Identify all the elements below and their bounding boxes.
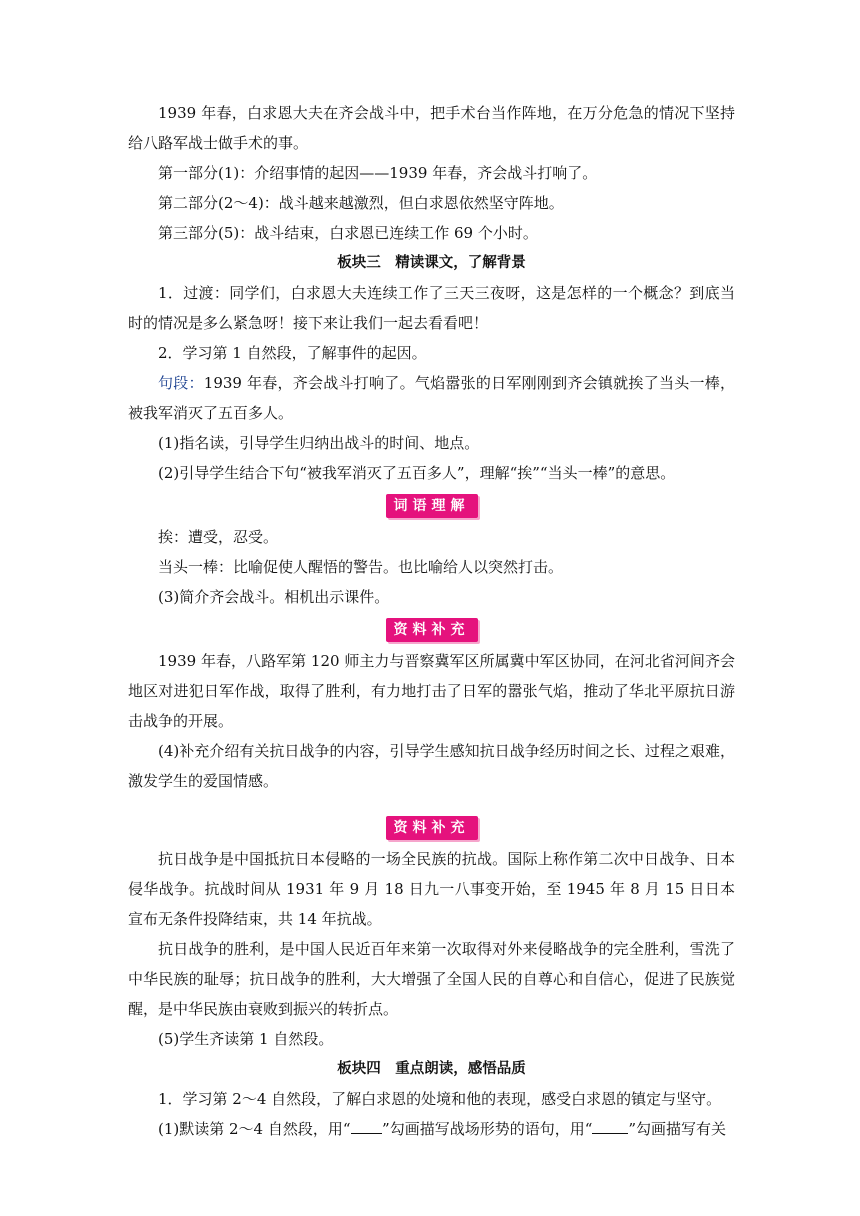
task-text-c: ”勾画描写有关 — [628, 1120, 727, 1138]
straight-underline-mark — [351, 1119, 383, 1134]
sentence-text: 1939 年春，齐会战斗打响了。气焰嚣张的日军刚刚到齐会镇就挨了当头一棒，被我军消灭了五百多人。 — [128, 374, 735, 422]
wavy-underline-mark — [592, 1119, 628, 1134]
step-1: 1．过渡：同学们，白求恩大夫连续工作了三天三夜呀，这是怎样的一个概念？到底当时的情况是多么紧急呀！接下来让我们一起去看看吧！ — [128, 284, 735, 332]
vocab-badge: 词语理解 — [386, 494, 478, 518]
supplement-badge-2: 资料补充 — [386, 816, 478, 840]
supplement-box-row-2 — [128, 810, 735, 844]
supplement-badge-1: 资料补充 — [386, 618, 478, 642]
summary-paragraph: 1939 年春，白求恩大夫在齐会战斗中，把手术台当作阵地，在万分危急的情况下坚持给八路军战士做手术的事。 — [128, 104, 735, 152]
task-text-a: (1)默读第 2～4 自然段，用“ — [158, 1120, 351, 1138]
question-5: (5)学生齐读第 1 自然段。 — [158, 1030, 334, 1048]
supplement-text-2a: 抗日战争是中国抵抗日本侵略的一场全民族的抗战。国际上称作第二次中日战争、日本侵华战争。抗战时间从 1931 年 9 月 18 日九一八事变开始，至 1945 年 8 月 15 日日本宣布无条件投降结束，共 14 年抗战。 — [128, 850, 735, 928]
question-3: (3)简介齐会战斗。相机出示课件。 — [158, 588, 390, 606]
vocab-box-row — [128, 488, 735, 522]
part-two: 第二部分(2～4)：战斗越来越激烈，但白求恩依然坚守阵地。 — [158, 194, 564, 212]
part-three: 第三部分(5)：战斗结束，白求恩已连续工作 69 个小时。 — [158, 224, 538, 242]
document-page — [128, 98, 735, 1144]
task-text-b: ”勾画描写战场形势的语句，用“ — [382, 1120, 593, 1138]
section-heading-4: 板块四 重点朗读，感悟品质 — [337, 1061, 526, 1077]
question-4: (4)补充介绍有关抗日战争的内容，引导学生感知抗日战争经历时间之长、过程之艰难，激发学生的爱国情感。 — [128, 742, 735, 790]
question-2: (2)引导学生结合下句“被我军消灭了五百多人”，理解“挨”“当头一棒”的意思。 — [158, 464, 676, 482]
step-2: 2．学习第 1 自然段，了解事件的起因。 — [158, 344, 427, 362]
section-heading-3: 板块三 精读课文，了解背景 — [337, 255, 526, 271]
sentence-paragraph — [128, 368, 735, 428]
vocab-item-1: 挨：遭受，忍受。 — [158, 528, 279, 546]
supplement-text-2b: 抗日战争的胜利，是中国人民近百年来第一次取得对外来侵略战争的完全胜利，雪洗了中华民族的耻辱；抗日战争的胜利，大大增强了全国人民的自尊心和自信心，促进了民族觉醒，是中华民族由衰败到振兴的转折点。 — [128, 940, 735, 1018]
question-1: (1)指名读，引导学生归纳出战斗的时间、地点。 — [158, 434, 480, 452]
sentence-label: 句段： — [158, 374, 204, 392]
supplement-text-1: 1939 年春，八路军第 120 师主力与晋察冀军区所属冀中军区协同，在河北省河间齐会地区对进犯日军作战，取得了胜利，有力地打击了日军的嚣张气焰，推动了华北平原抗日游击战争的开展。 — [128, 652, 735, 730]
task-1: 1．学习第 2～4 自然段，了解白求恩的处境和他的表现，感受白求恩的镇定与坚守。 — [158, 1090, 722, 1108]
supplement-box-row-1 — [128, 612, 735, 646]
part-one: 第一部分(1)：介绍事情的起因——1939 年春，齐会战斗打响了。 — [158, 164, 598, 182]
vocab-item-2: 当头一棒：比喻促使人醒悟的警告。也比喻给人以突然打击。 — [158, 558, 564, 576]
spacer — [128, 796, 735, 810]
task-1-sub-1 — [128, 1114, 735, 1144]
